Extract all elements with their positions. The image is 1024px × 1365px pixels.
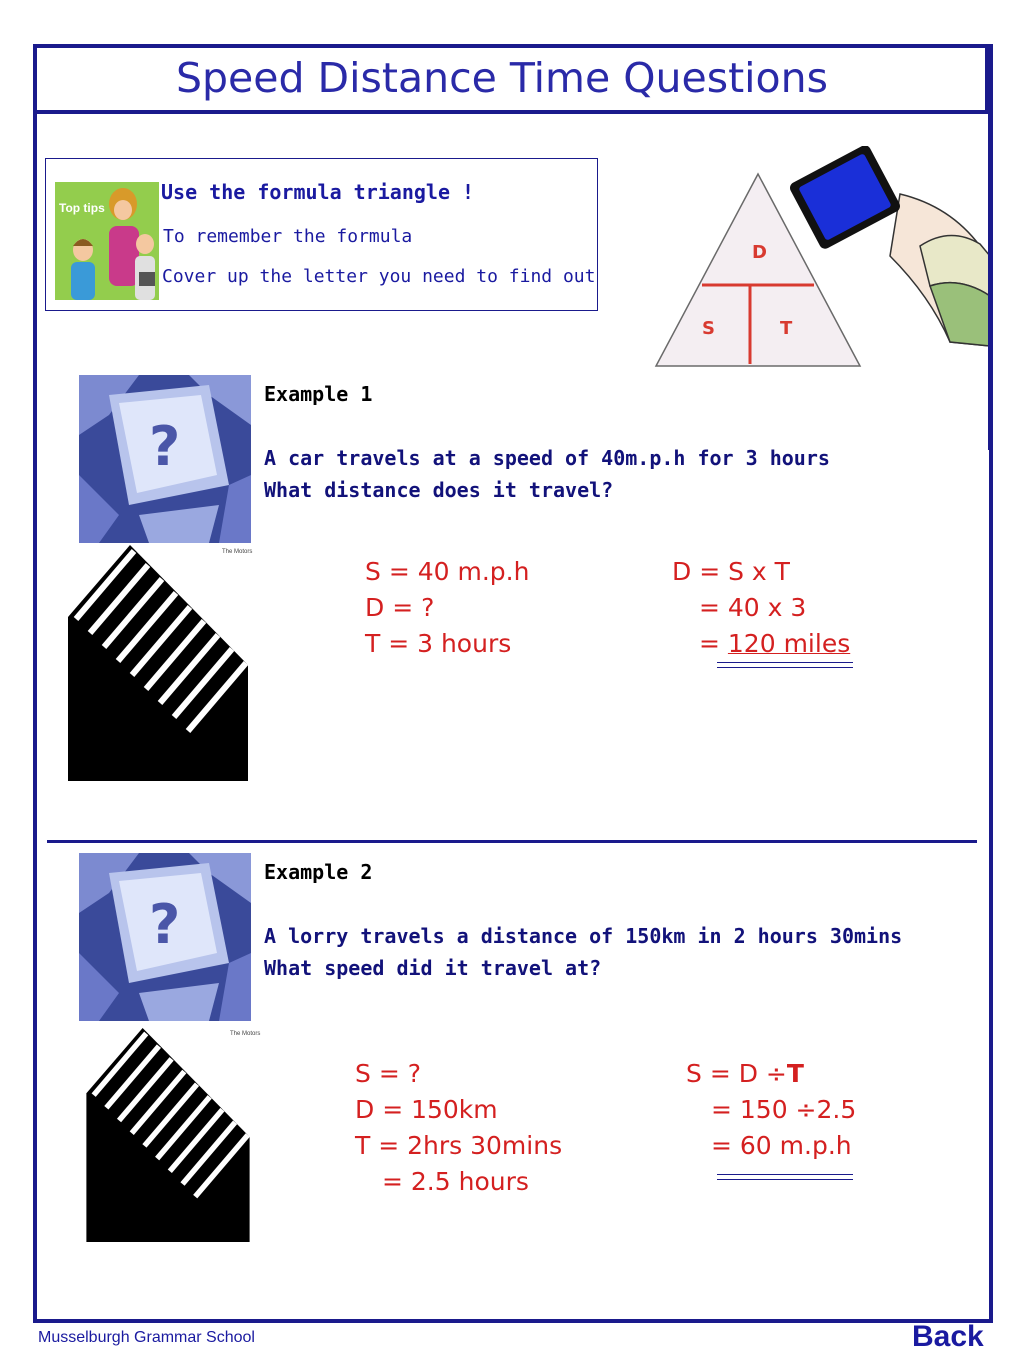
- example-1-heading: Example 1: [264, 382, 373, 406]
- page-title: Speed Distance Time Questions: [176, 54, 828, 102]
- stairs-image: [83, 1028, 253, 1242]
- example-1-answer: 120 miles: [727, 629, 851, 658]
- example-2-formula: [686, 1056, 804, 1092]
- example-2-question-line-1: A lorry travels a distance of 150km in 2 hours 30mins: [264, 924, 903, 948]
- example-2-given: [355, 1056, 562, 1200]
- example-1-formula: D = S x T: [672, 557, 790, 586]
- example-2-step: = 150 ÷2.5: [711, 1095, 857, 1124]
- example-1-step: = 40 x 3: [699, 593, 807, 622]
- image-credit: The Motors: [230, 1031, 261, 1037]
- top-tips-badge: Top tips: [59, 201, 105, 215]
- triangle-label-s: S: [702, 318, 715, 339]
- formula-prefix: S = D: [686, 1059, 766, 1088]
- example-1-answer-line: [699, 626, 850, 662]
- double-underline: [717, 1174, 853, 1180]
- double-underline: [717, 662, 853, 668]
- given-line: S = 40 m.p.h: [365, 557, 530, 586]
- svg-text:?: ?: [149, 893, 181, 956]
- question-key-image: [79, 853, 251, 1021]
- right-border-segment: [988, 110, 990, 450]
- formula-triangle-illustration: [650, 146, 990, 370]
- footer-school-name: Musselburgh Grammar School: [38, 1329, 255, 1346]
- given-line: T = 3 hours: [365, 629, 512, 658]
- divide-icon: ÷: [765, 1059, 787, 1088]
- triangle-label-t: T: [780, 318, 793, 339]
- given-line: D = 150km: [355, 1095, 498, 1124]
- example-1-given: [365, 554, 529, 662]
- image-credit: The Motors: [222, 549, 253, 555]
- example-1-question-line-2: What distance does it travel?: [264, 478, 614, 502]
- formula-suffix: T: [786, 1059, 804, 1088]
- svg-text:?: ?: [149, 415, 181, 478]
- stairs-image: [68, 545, 248, 781]
- example-2-question-line-2: What speed did it travel at?: [264, 956, 602, 980]
- triangle-label-d: D: [752, 242, 767, 263]
- back-button[interactable]: Back: [912, 1320, 984, 1353]
- given-line: = 2.5 hours: [382, 1167, 529, 1196]
- top-tips-illustration: [55, 182, 159, 300]
- example-2-answer: = 60 m.p.h: [711, 1131, 852, 1160]
- answer-prefix: =: [699, 629, 728, 658]
- tips-line-1: To remember the formula: [163, 226, 413, 247]
- section-divider: [47, 840, 977, 843]
- tips-heading: Use the formula triangle !: [161, 180, 475, 204]
- tips-line-2: Cover up the letter you need to find out: [162, 266, 596, 287]
- given-line: S = ?: [355, 1059, 421, 1088]
- question-key-image: [79, 375, 251, 543]
- given-line: D = ?: [365, 593, 435, 622]
- given-line: T = 2hrs 30mins: [355, 1131, 563, 1160]
- example-1-question-line-1: A car travels at a speed of 40m.p.h for 3 hours: [264, 446, 830, 470]
- example-2-heading: Example 2: [264, 860, 373, 884]
